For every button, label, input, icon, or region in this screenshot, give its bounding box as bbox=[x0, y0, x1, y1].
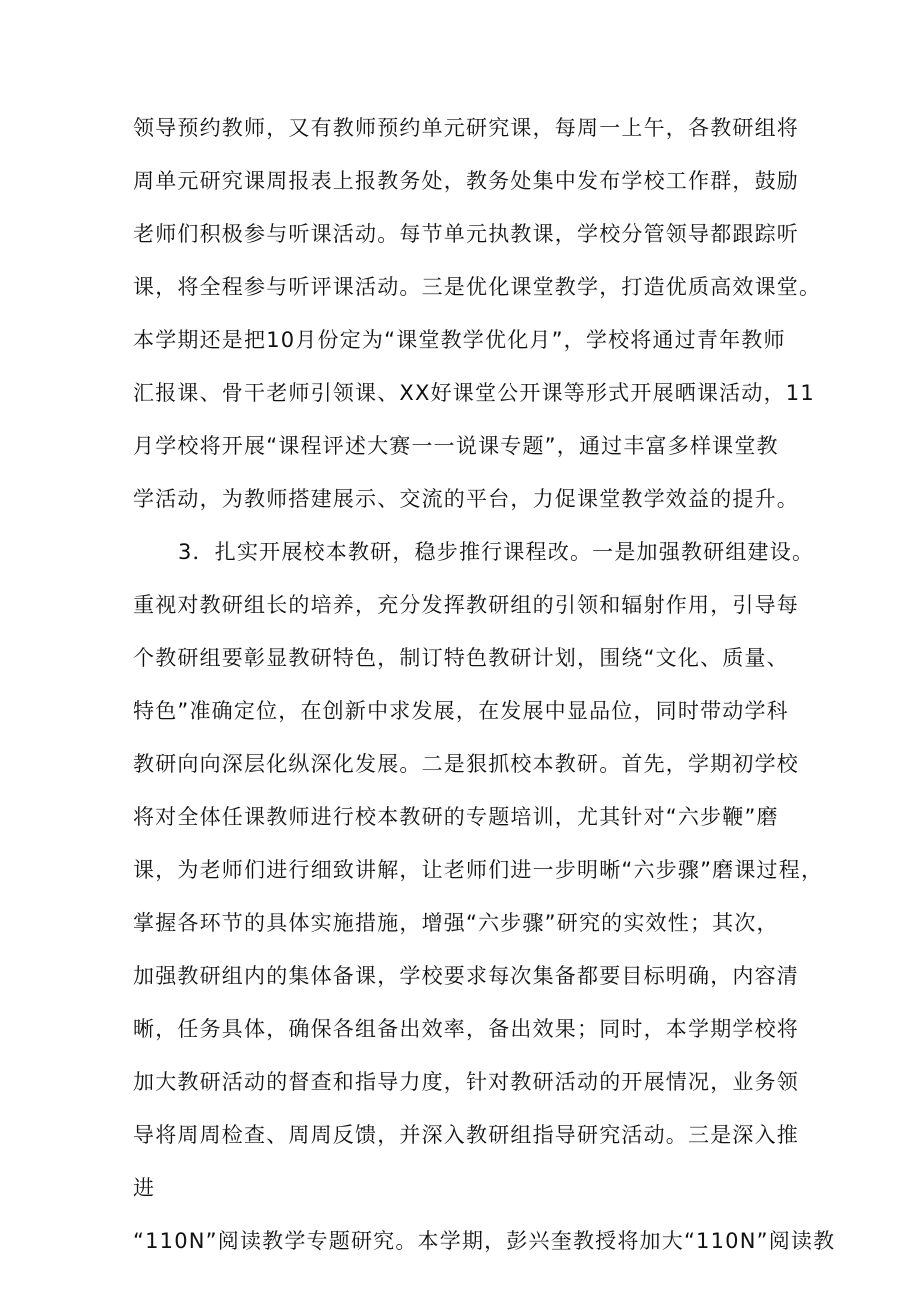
text-line: 教研向向深层化纵深化发展。二是狠抓校本教研。首先，学期初学校 bbox=[133, 752, 799, 776]
text-line: 学活动，为教师搭建展示、交流的平台，力促课堂教学效益的提升。 bbox=[133, 487, 799, 511]
text-line: 特色”准确定位，在创新中求发展，在发展中显品位，同时带动学科 bbox=[133, 699, 789, 723]
text-line: 加强教研组内的集体备课，学校要求每次集备都要目标明确，内容清 bbox=[133, 964, 799, 988]
text-line: 课，为老师们进行细致讲解，让老师们进一步明晰“六步骤”磨课过程， bbox=[133, 858, 824, 882]
text-line: 周单元研究课周报表上报教务处，教务处集中发布学校工作群，鼓励 bbox=[133, 169, 799, 193]
text-line: 本学期还是把10月份定为“课堂教学优化月”，学校将通过青年教师 bbox=[133, 328, 786, 352]
text-line: 加大教研活动的督查和指导力度，针对教研活动的开展情况，业务领 bbox=[133, 1070, 799, 1094]
text-line: 掌握各环节的具体实施措施，增强“六步骤”研究的实效性；其次， bbox=[133, 911, 779, 935]
text-line: 进 bbox=[133, 1176, 156, 1200]
text-line: 个教研组要彰显教研特色，制订特色教研计划，围绕“文化、质量、 bbox=[133, 646, 789, 670]
text-line: 课，将全程参与听评课活动。三是优化课堂教学，打造优质高效课堂。 bbox=[133, 275, 822, 299]
text-line: 将对全体任课教师进行校本教研的专题培训，尤其针对“六步鞭”磨 bbox=[133, 805, 779, 829]
text-line: 老师们积极参与听课活动。每节单元执教课，学校分管领导都跟踪听 bbox=[133, 222, 799, 246]
text-line: 导将周周检查、周周反馈，并深入教研组指导研究活动。三是深入推 bbox=[133, 1123, 799, 1147]
text-line: 晰，任务具体，确保各组备出效率，备出效果；同时，本学期学校将 bbox=[133, 1017, 799, 1041]
text-line: 领导预约教师，又有教师预约单元研究课，每周一上午，各教研组将 bbox=[133, 116, 799, 140]
text-line: “110N”阅读教学专题研究。本学期，彭兴奎教授将加大“110N”阅读教 bbox=[133, 1229, 836, 1253]
text-line: 汇报课、骨干老师引领课、XX好课堂公开课等形式开展晒课活动，11 bbox=[133, 381, 815, 405]
section-heading-line: 3．扎实开展校本教研，稳步推行课程改。一是加强教研组建设。 bbox=[178, 540, 815, 564]
text-line: 重视对教研组长的培养，充分发挥教研组的引领和辐射作用，引导每 bbox=[133, 593, 799, 617]
text-line: 月学校将开展“课程评述大赛一一说课专题”，通过丰富多样课堂教 bbox=[133, 434, 779, 458]
